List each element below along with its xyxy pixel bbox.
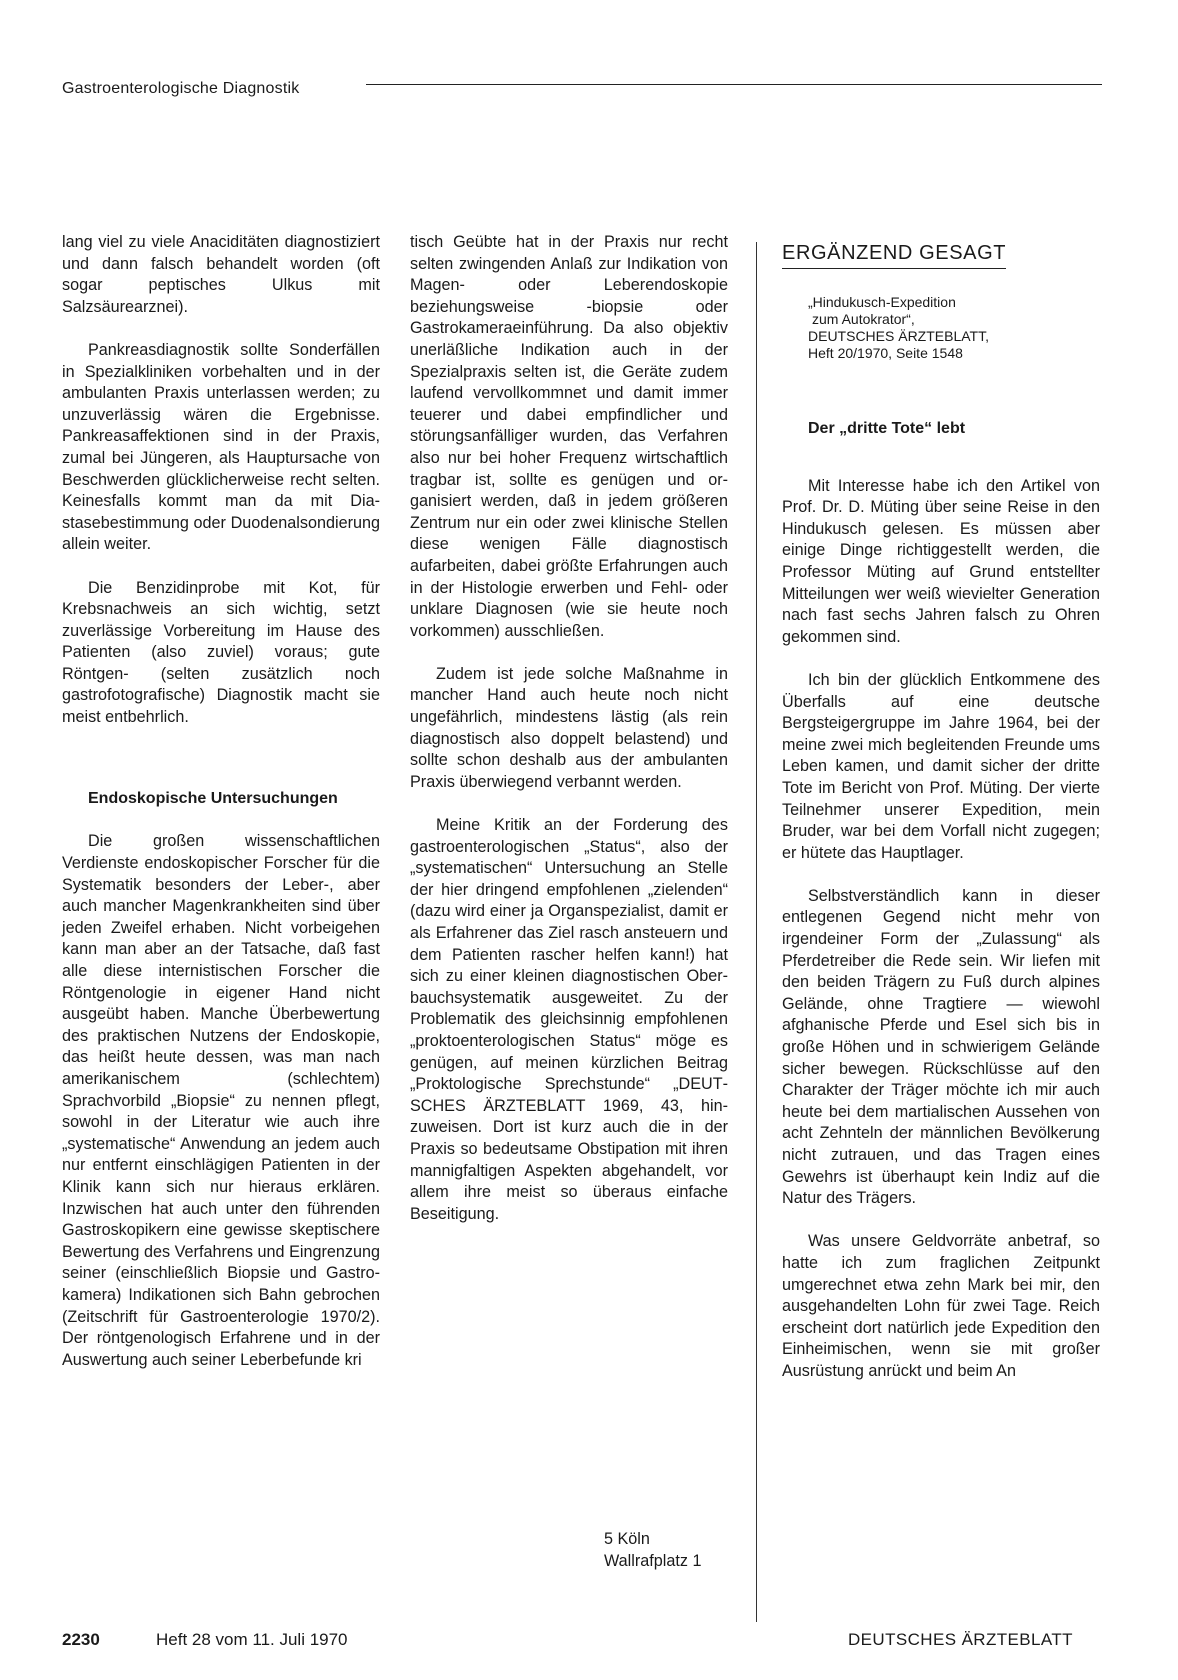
reference-citation bbox=[808, 294, 989, 362]
subheading-endoskopie: Endoskopische Untersuchungen bbox=[88, 790, 338, 808]
section-side-rule bbox=[756, 242, 757, 1622]
col3-paragraph-4: Was unsere Geldvorräte anbetraf, so hatte ich zum fraglichen Zeitpunkt umgerechnet etwa zehn Mark bei mir, den ausgehandelten Lohn für zwei Tage. Reich erscheint dort natürlich jede Expedition den Einheimischen, wenn sie mit großer Ausrüstung anrückt und beim An bbox=[782, 1232, 1100, 1380]
col2-paragraph-1: tisch Geübte hat in der Praxis nur recht selten zwingenden Anlaß zur Indikation von Magen- oder Leberendoskopie beziehungsweise -biopsie oder Gastrokameraeinführung. Da also objektiv unerläßliche Indikation auch in der Spezialpraxis selten ist, die Geräte zudem laufend vervollkommnet und damit immer teuerer und dabei empfindlicher und störungsanfälliger wurden, das Verfahren also nur bei hoher Frequenz wirtschaftlich tragbar ist, sollte es genügen und organisiert werden, daß in jedem größeren Zentrum nur ein oder zwei klinische Stellen diese wenigen Fälle diagnostisch aufarbeiten, dabei größte Erfahrungen auch in der Histologie erwerben und Fehl- oder unklare Diagnosen (wie sie heute noch vorkommen) ausschließen. bbox=[410, 233, 728, 640]
col3-paragraph-2: Ich bin der glücklich Entkommene des Überfalls auf eine deutsche Bergsteigergruppe im Jahre 1964, bei der meine zwei mich begleitenden Freunde ums Leben kamen, und damit sicher der dritte Tote im Bericht von Prof. Müting. Der vierte Teilnehmer unserer Expedition, mein Bruder, war bei dem Vorfall nicht zugegen; er hütete das Hauptlager. bbox=[782, 670, 1100, 862]
journal-name: DEUTSCHES ÄRZTEBLATT bbox=[848, 1630, 1073, 1649]
page-number: 2230 bbox=[62, 1630, 100, 1649]
reference-line-4: Heft 20/1970, Seite 1548 bbox=[808, 345, 963, 361]
reference-line-2: zum Autokrator“, bbox=[812, 311, 915, 327]
reference-line-1: „Hindukusch-Expedition bbox=[808, 294, 956, 310]
col1-paragraph-3: Die Benzidinprobe mit Kot, für Krebsnachweis an sich wichtig, setzt zuverlässige Vorbereitung im Hause des Patienten (also zuviel) voraus; gute Röntgen- (selten zusätzlich noch gastrofotografische) Diagnostik macht sie meist entbehrlich. bbox=[62, 578, 380, 727]
running-head: Gastroenterologische Diagnostik bbox=[62, 80, 300, 97]
address-line-2: Wallrafplatz 1 bbox=[604, 1552, 702, 1570]
column-1 bbox=[62, 232, 380, 1371]
col1-paragraph-2: Pankreasdiagnostik sollte Sonderfällen in Spezialkliniken vorbehalten und in der ambulanten Praxis unterlassen werden; zu unzuverlässig wären die Ergebnisse. Pankreasaffektionen sind in der Praxis, zumal bei Jüngeren, als Hauptursache von Beschwerden glücklicherweise recht selten. Keinesfalls kommt man da mit Diastasebestimmung oder Duodenalsondierung allein weiter. bbox=[62, 340, 380, 554]
subheading-dritte-tote: Der „dritte Tote“ lebt bbox=[808, 420, 966, 437]
column-3 bbox=[782, 418, 1100, 1383]
col3-paragraph-3: Selbstverständlich kann in dieser entlegenen Gegend nicht mehr von irgendeiner Form der „Zulassung“ als Pferdetreiber die Rede sein. Wir liefen mit den beiden Trägern zu Fuß durch alpines Gelände, ohne Tragtiere — wiewohl afghanische Pferde und Esel sich bis in große Höhen und in schwierigem Gelände sicher bewegen. Rückschlüsse auf den Charakter der Träger möchte ich mir auch heute bei dem martialischen Aussehen von acht Zehnteln der männlichen Bevölkerung nicht zutrauen, und das Tragen eines Gewehrs ist überhaupt kein Indiz auf die Natur des Trägers. bbox=[782, 886, 1100, 1208]
author-address bbox=[604, 1528, 701, 1572]
section-spacer bbox=[62, 750, 380, 788]
reference-line-3: DEUTSCHES ÄRZTEBLATT, bbox=[808, 328, 989, 344]
column-2 bbox=[410, 232, 728, 1225]
col3-paragraph-1: Mit Interesse habe ich den Artikel von Prof. Dr. D. Müting über seine Reise in den Hindukusch gelesen. Es müssen aber einige Dinge richtiggestellt werden, die Professor Müting auf Grund entstellter Mitteilungen wer weiß wievielter Generation nach fast sechs Jahren falsch zu Ohren gekommen sind. bbox=[782, 476, 1100, 646]
col1-paragraph-4: Die großen wissenschaftlichen Verdienste endoskopischer Forscher für die Systematik besonders der Leber-, aber auch mancher Magenkrankheiten sind über jeden Zweifel erhaben. Nicht vorbeigehen kann man aber an der Tatsache, daß fast alle diese internistischen Forscher die Röntgenologie in eigener Hand nicht ausgeübt haben. Manche Überbewertung des praktischen Nutzens der Endoskopie, das heißt heute dessen, was man nach amerikanischem (schlechtem) Sprachvorbild „Biopsie“ zu nennen pflegt, sowohl in der Literatur wie auch ihre „systematische“ Anwendung an jedem auch nur entfernt einschlägigen Patienten in der Klinik kann sich nur hieraus erklären. Inzwischen hat auch unter den führenden Gastroskopikern eine gewisse skeptischere Bewertung des Verfahrens und Eingrenzung seiner (einschließlich Biopsie und Gastrokamera) Indikationen sich Bahn gebrochen (Zeitschrift für Gastroenterologie 1970/2). Der röntgenologisch Erfahrene und in der Auswertung auch seiner Leberbefunde kri bbox=[62, 832, 380, 1369]
header-rule bbox=[366, 84, 1102, 85]
address-line-1: 5 Köln bbox=[604, 1530, 650, 1548]
col1-paragraph-1: lang viel zu viele Anaciditäten diagnostiziert und dann falsch behandelt worden (oft sogar peptisches Ulkus mit Salzsäurearznei). bbox=[62, 233, 380, 316]
issue-info: Heft 28 vom 11. Juli 1970 bbox=[156, 1630, 348, 1649]
col2-paragraph-3: Meine Kritik an der Forderung des gastroenterologischen „Status“, also der „systematischen“ Untersuchung an Stelle der hier dringend empfohlenen „zielenden“ (dazu wird einer ja Organspezialist, damit er als Erfahrener das Ziel rasch ansteuern und dem Patienten rascher helfen kann!) hat sich zu einer kleinen diagnostischen Oberbauchsystematik ausgeweitet. Zu der Problematik des gleichsinnig empfohlenen „proktoenterologischen Status“ möge es genügen, auf meinen kürzlichen Beitrag „Proktologische Sprechstunde“ „DEUTSCHES ÄRZTEBLATT 1969, 43, hinzuweisen. Dort ist kurz auch die in der Praxis so bedeutsame Obstipation mit ihren mannigfaltigen Aspekten abgehandelt, vor allem ihre meist so überaus einfache Beseitigung. bbox=[410, 816, 728, 1223]
col2-paragraph-2: Zudem ist jede solche Maßnahme in mancher Hand auch heute noch nicht ungefährlich, mindestens lästig (als rein diagnostisch also doppelt belastend) und sollte schon deshalb aus der ambulanten Praxis überwiegend verbannt werden. bbox=[410, 664, 728, 791]
section-title: ERGÄNZEND GESAGT bbox=[782, 242, 1006, 269]
